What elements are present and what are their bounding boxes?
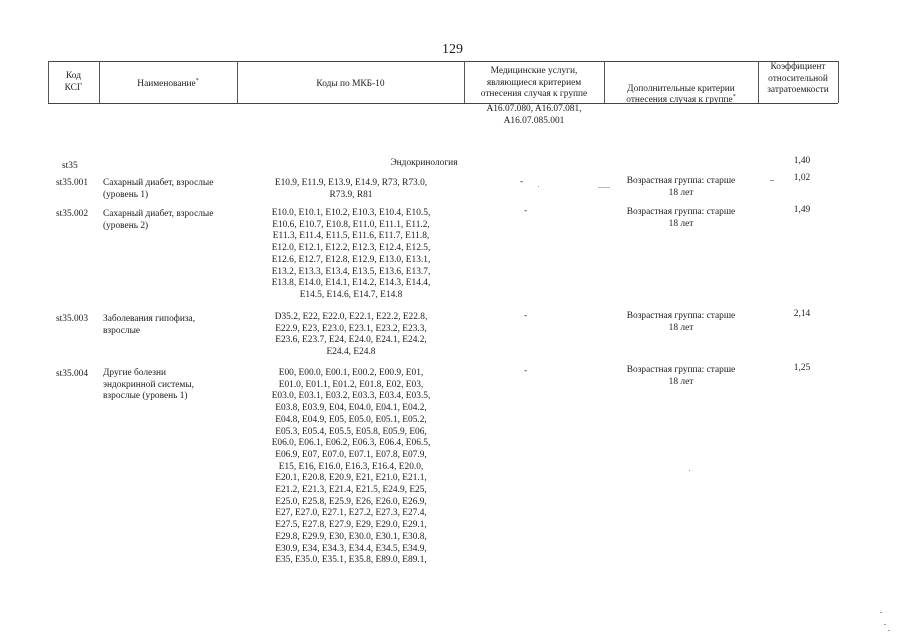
- row-services: -: [520, 177, 524, 187]
- row-name: Заболевания гипофиза, взрослые: [103, 314, 196, 336]
- row-mkb-codes: E10.9, E11.9, E13.9, E14.9, R73, R73.0, R73.9, R81: [274, 178, 428, 200]
- row-name: Другие болезни эндокринной системы, взрослые (уровень 1): [103, 368, 195, 402]
- header-coefficient: Коэффициент относительной затратоемкости: [767, 62, 829, 95]
- row-criteria: Возрастная группа: старше 18 лет: [626, 365, 736, 387]
- row-code: st35.004: [56, 369, 89, 379]
- page-number: 129: [442, 42, 463, 57]
- row-code: st35.002: [56, 209, 89, 219]
- row-coefficient: 2,14: [793, 309, 811, 319]
- header-criteria: [604, 72, 758, 107]
- header-top-rule: [48, 61, 838, 62]
- scan-speck: [598, 187, 610, 188]
- row-coefficient: 1,02: [793, 173, 811, 183]
- header-services: Медицинские услуги, являющиеся критерием отнесения случая к группе: [480, 66, 588, 99]
- scan-speck: [880, 612, 882, 613]
- row-coefficient: 1,25: [793, 363, 811, 373]
- row-name: Сахарный диабет, взрослые (уровень 2): [103, 209, 214, 231]
- section-title: Эндокринология: [390, 158, 458, 168]
- row-coefficient: 1,49: [793, 205, 811, 215]
- header-name-mark: *: [195, 77, 199, 84]
- header-criteria-text: Дополнительные критерии отнесения случая к группе: [626, 83, 735, 105]
- row-mkb-codes: E00, E00.0, E00.1, E00.2, E00.9, E01, E01.0, E01.1, E01.2, E01.8, E02, E03, E03.0, E03.1, E03.2, E03.3, E03.4, E03.5, E03.8, E03.9, E04, E04.0, E04.1, E04.2, E04.8, E04.9, E05, E05.0, E05.1, E05.2, E05.3, E05.4, E05.5, E05.8, E05.9, E06, E06.0, E06.1, E06.2, E06.3, E06.4, E06.5, E06.9, E07, E07.0, E07.1, E07.8, E07.9, E15, E16, E16.0, E16.3, E16.4, E20.0, E20.1, E20.8, E20.9, E21, E21.0, E21.1, E21.2, E21.3, E21.4, E21.5, E24.9, E25, E25.0, E25.8, E25.9, E26, E26.0, E26.9, E27, E27.0, E27.1, E27.2, E27.3, E27.4, E27.5, E27.8, E27.9, E29, E29.0, E29.1, E29.8, E29.9, E30, E30.0, E30.1, E30.8, E30.9, E34, E34.3, E34.4, E34.5, E34.9, E35, E35.0, E35.1, E35.8, E89.0, E89.1,: [271, 368, 431, 566]
- header-criteria-mark: *: [732, 93, 736, 100]
- carryover-services: A16.07.080, A16.07.081, A16.07.085.001: [486, 104, 582, 126]
- section-code: st35: [62, 161, 78, 171]
- row-criteria: Возрастная группа: старше 18 лет: [626, 207, 736, 229]
- row-services: -: [524, 206, 528, 216]
- section-coefficient: 1,40: [793, 156, 811, 166]
- header-name-text: Наименование: [137, 79, 196, 89]
- row-name: Сахарный диабет, взрослые (уровень 1): [103, 178, 214, 200]
- row-criteria: Возрастная группа: старше 18 лет: [626, 311, 736, 333]
- scan-speck: [538, 186, 539, 187]
- header-divider-7: [838, 61, 839, 103]
- scan-speck: [884, 624, 886, 625]
- header-mkb: Коды по МКБ-10: [316, 79, 385, 89]
- scan-speck: [888, 630, 890, 631]
- scan-speck: [770, 180, 774, 181]
- row-code: st35.003: [56, 314, 89, 324]
- row-services: -: [524, 311, 528, 321]
- row-criteria: Возрастная группа: старше 18 лет: [626, 176, 736, 198]
- scan-speck: [689, 470, 690, 471]
- row-services: -: [524, 366, 528, 376]
- header-name: [99, 79, 237, 91]
- row-mkb-codes: E10.0, E10.1, E10.2, E10.3, E10.4, E10.5, E10.6, E10.7, E10.8, E11.0, E11.1, E11.2, E11.3, E11.4, E11.5, E11.6, E11.7, E11.8, E12.0, E12.1, E12.2, E12.3, E12.4, E12.5, E12.6, E12.7, E12.8, E12.9, E13.0, E13.1, E13.2, E13.3, E13.4, E13.5, E13.6, E13.7, E13.8, E14.0, E14.1, E14.2, E14.3, E14.4, E14.5, E14.6, E14.7, E14.8: [271, 208, 431, 300]
- row-code: st35.001: [56, 178, 89, 188]
- row-mkb-codes: D35.2, E22, E22.0, E22.1, E22.2, E22.8, E22.9, E23, E23.0, E23.1, E23.2, E23.3, E23.6, E23.7, E24, E24.0, E24.1, E24.2, E24.4, E24.8: [274, 312, 428, 358]
- header-code: Код КСГ: [64, 71, 83, 93]
